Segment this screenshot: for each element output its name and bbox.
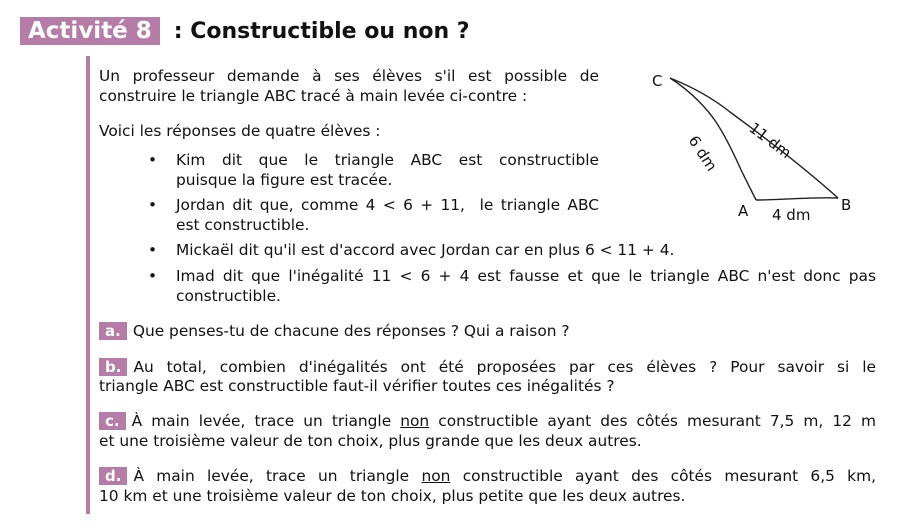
triangle-figure <box>630 60 870 230</box>
left-accent-bar <box>86 56 90 514</box>
answer-imad-line-2: constructible. <box>176 287 281 305</box>
answer-kim-line-1: Kim dit que le triangle ABC est constructible <box>176 151 599 169</box>
question-d-line-2: 10 km et une troisième valeur de ton choix, plus petite que les deux autres. <box>99 487 686 505</box>
question-d-text-pre: À main levée, trace un triangle <box>133 467 410 485</box>
vertex-b-label: B <box>841 196 852 214</box>
question-c-text-pre: À main levée, trace un triangle <box>131 412 392 430</box>
question-c-label: c. <box>99 412 126 430</box>
answer-mickael: Mickaël dit qu'il est d'accord avec Jordan car en plus 6 < 11 + 4. <box>176 241 675 259</box>
intro-line-1: Un professeur demande à ses élèves s'il est possible de <box>99 67 599 85</box>
question-d-text-post: constructible ayant des côtés mesurant 6,5 km, <box>462 467 876 485</box>
activity-header <box>20 16 470 46</box>
side-ac-label: 6 dm <box>684 132 721 175</box>
answer-imad-line-1: Imad dit que l'inégalité 11 < 6 + 4 est fausse et que le triangle ABC n'est donc pas <box>176 267 876 285</box>
answers-intro: Voici les réponses de quatre élèves : <box>99 122 381 140</box>
bullet-marker: • <box>148 267 158 285</box>
question-a <box>99 321 570 341</box>
question-a-text: Que penses-tu de chacune des réponses ? Qui a raison ? <box>132 322 570 340</box>
answer-kim-line-2: puisque la figure est tracée. <box>176 171 393 189</box>
side-ac-line <box>670 78 756 200</box>
bullet-marker: • <box>148 196 158 214</box>
question-c-underlined: non <box>400 412 430 430</box>
question-d-underlined: non <box>421 467 451 485</box>
side-ab-label: 4 dm <box>772 206 811 224</box>
question-b-line-2: triangle ABC est constructible faut-il vérifier toutes ces inégalités ? <box>99 377 615 395</box>
activity-title: : Constructible ou non ? <box>173 18 470 44</box>
bullet-marker: • <box>148 241 158 259</box>
question-c-text-post: constructible ayant des côtés mesurant 7,5 m, 12 m <box>438 412 876 430</box>
activity-badge: Activité 8 <box>20 17 160 45</box>
intro-line-2: construire le triangle ABC tracé à main levée ci-contre : <box>99 87 528 105</box>
question-b-label: b. <box>99 358 127 376</box>
side-ab-line <box>756 198 838 200</box>
side-bc-label: 11 dm <box>745 118 795 163</box>
question-d-line-1 <box>99 466 876 486</box>
answer-jordan-line-1: Jordan dit que, comme 4 < 6 + 11, le triangle ABC <box>176 196 599 214</box>
answer-jordan-line-2: est constructible. <box>176 216 310 234</box>
vertex-a-label: A <box>738 202 749 220</box>
vertex-c-label: C <box>652 72 663 90</box>
question-c-line-1 <box>99 411 876 431</box>
question-d-label: d. <box>99 467 127 485</box>
question-a-label: a. <box>99 322 127 340</box>
bullet-marker: • <box>148 151 158 169</box>
question-c-line-2: et une troisième valeur de ton choix, plus grande que les deux autres. <box>99 432 642 450</box>
question-b-line-1 <box>99 357 876 377</box>
question-b-text-1: Au total, combien d'inégalités ont été proposées par ces élèves ? Pour savoir si le <box>133 358 876 376</box>
